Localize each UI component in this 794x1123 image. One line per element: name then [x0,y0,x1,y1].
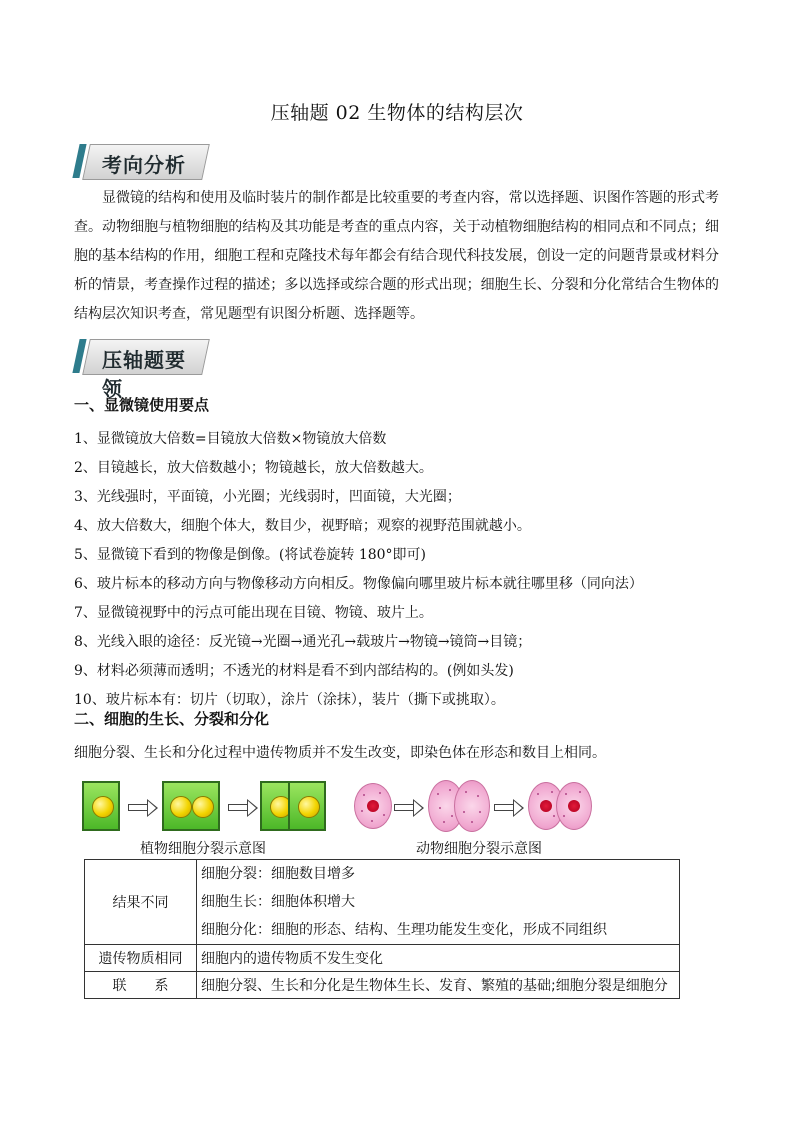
table-row [85,860,680,945]
section-banner-analysis [76,142,206,182]
table-cell-key: 遗传物质相同 [85,945,197,972]
page-title: 压轴题 02 生物体的结构层次 [270,102,524,124]
table-line: 细胞生长：细胞体积增大 [201,894,355,910]
cell-growth-text: 细胞分裂、生长和分化过程中遗传物质并不发生改变，即染色体在形态和数目上相同。 [74,745,606,761]
table-row [85,972,680,999]
plant-cell-dividing [162,781,220,831]
plant-cell-division-diagram [82,778,332,838]
animal-cell-dividing-right [454,780,490,832]
table-cell-key: 联 系 [85,972,197,999]
cell-process-table [84,859,680,999]
arrow-right-icon [228,801,258,815]
section-heading-cell-growth: 二、细胞的生长、分裂和分化 [74,710,270,728]
nucleus-icon [92,796,114,818]
plant-cell [82,781,120,831]
table-cell-value: 细胞内的遗传物质不发生变化 [197,945,680,972]
list-item: 6、玻片标本的移动方向与物像移动方向相反。物像偏向哪里玻片标本就往哪里移（同向法） [74,576,643,592]
table-cell-value: 细胞分裂、生长和分化是生物体生长、发育、繁殖的基础;细胞分裂是细胞分 [197,972,680,999]
animal-cell-division-diagram [354,778,604,838]
table-row [85,945,680,972]
section-banner-key-points [76,337,206,401]
nucleus-icon [367,800,379,812]
plant-cell [288,781,326,831]
table-cell-value [197,860,680,945]
nucleus-icon [568,800,580,812]
arrow-right-icon [494,801,524,815]
nucleus-icon [192,796,214,818]
table-cell-key: 结果不同 [85,860,197,945]
arrow-right-icon [128,801,158,815]
list-item: 9、材料必须薄而透明；不透光的材料是看不到内部结构的。(例如头发) [74,663,514,679]
list-item: 3、光线强时，平面镜，小光圈；光线弱时，凹面镜，大光圈； [74,489,461,505]
list-item: 4、放大倍数大，细胞个体大，数目少，视野暗；观察的视野范围就越小。 [74,518,531,534]
list-item: 2、目镜越长，放大倍数越小；物镜越长，放大倍数越大。 [74,460,433,476]
nucleus-icon [170,796,192,818]
list-item: 10、玻片标本有：切片（切取），涂片（涂抹），装片（撕下或挑取）。 [74,692,505,708]
animal-cell [354,783,392,829]
nucleus-icon [298,796,320,818]
list-item: 1、显微镜放大倍数=目镜放大倍数×物镜放大倍数 [74,431,387,447]
table-line: 细胞分裂：细胞数目增多 [201,866,355,882]
list-item: 5、显微镜下看到的物像是倒像。(将试卷旋转 180°即可) [74,547,427,563]
intro-paragraph: 显微镜的结构和使用及临时装片的制作都是比较重要的考查内容，常以选择题、识图作答题的形式考查。动物细胞与植物细胞的结构及其功能是考查的重点内容，关于动植物细胞结构的相同点和不同点；细胞的基本结构的作用，细胞工程和克隆技术每年都会有结合现代科技发展，创设一定的问题背景或材料分析的情景，考查操作过程的描述；多以选择或综合题的形式出现；细胞生长、分裂和分化常结合生物体的结构层次知识考查，常见题型有识图分析题、选择题等。 [74,190,719,322]
microscope-points-list [74,425,734,715]
plant-diagram-caption: 植物细胞分裂示意图 [140,841,266,857]
table-line: 细胞分化：细胞的形态、结构、生理功能发生变化，形成不同组织 [201,922,607,938]
animal-cell [556,782,592,830]
list-item: 7、显微镜视野中的污点可能出现在目镜、物镜、玻片上。 [74,605,433,621]
animal-diagram-caption: 动物细胞分裂示意图 [416,841,542,857]
banner-label: 考向分析 [102,153,186,177]
list-item: 8、光线入眼的途径：反光镜→光圈→通光孔→载玻片→物镜→镜筒→目镜； [74,634,532,650]
arrow-right-icon [394,801,424,815]
nucleus-icon [540,800,552,812]
banner-label: 压轴题要领 [102,348,186,401]
section-heading-microscope: 一、显微镜使用要点 [74,396,210,414]
